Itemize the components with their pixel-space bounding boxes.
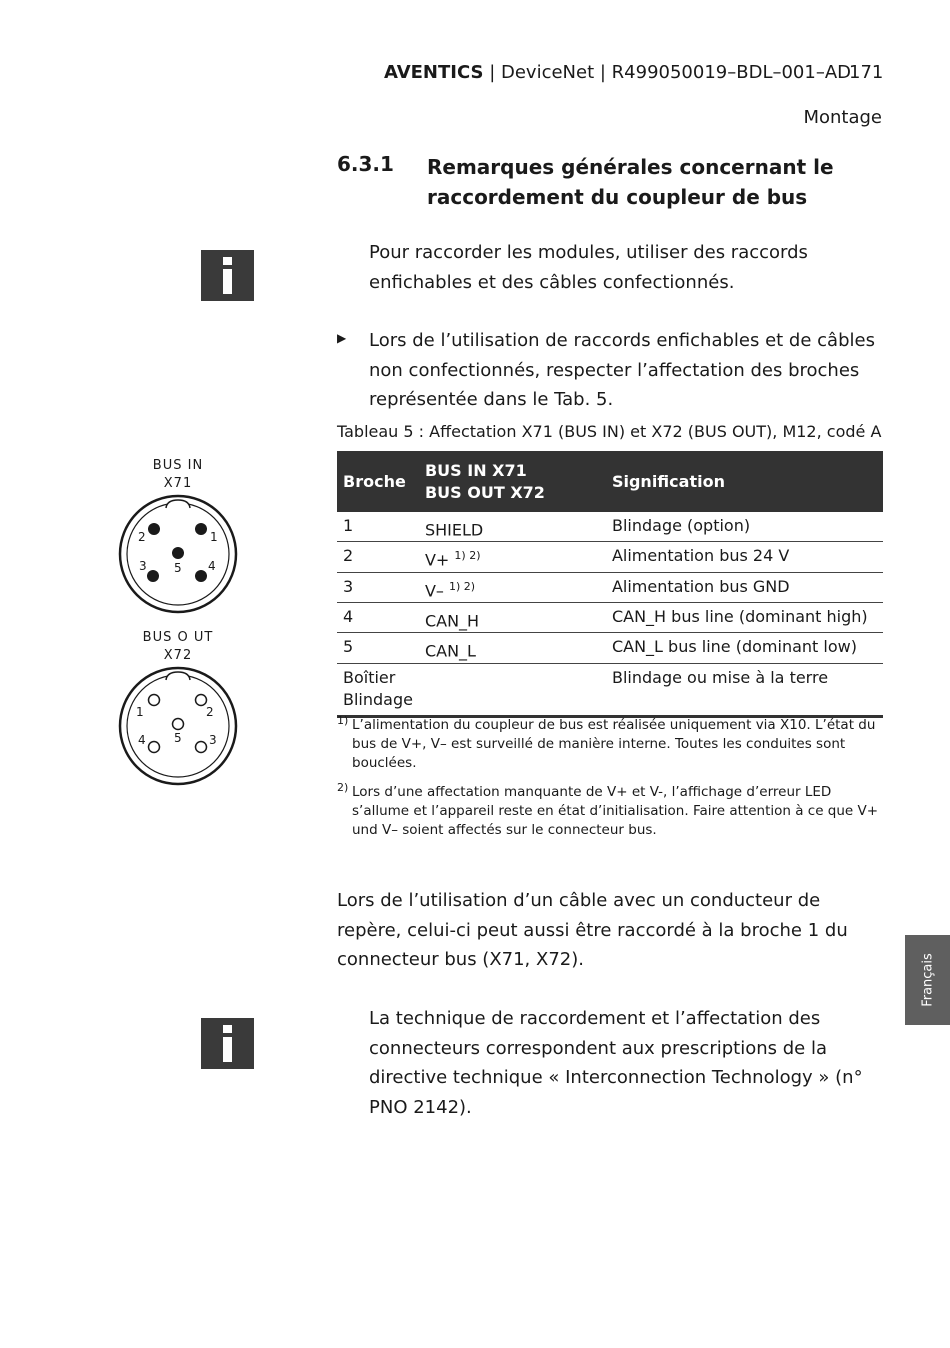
chapter-name: Montage [803, 107, 882, 128]
footnote-text: Lors d’une affectation manquante de V+ et V-, l’affichage d’erreur LED s’allume et l’appareil reste en état d’initialisation. Faire attention à ce que V+ und V– soient affectés sur le connecteur bus. [352, 784, 879, 838]
header-bus-out: BUS OUT X72 [424, 482, 545, 502]
cell-bus: CAN_L [419, 633, 606, 663]
pin-label: 2 [138, 530, 146, 544]
info-icon [201, 250, 254, 301]
header-broche: Broche [337, 451, 419, 512]
pin-label: 3 [209, 733, 217, 747]
language-tab[interactable] [905, 935, 950, 1025]
cell-broche: 2 [337, 542, 419, 572]
conductor-paragraph: Lors de l’utilisation d’un câble avec un conducteur de repère, celui-ci peut aussi être raccordé à la broche 1 du connecteur bus (X71, X72). [337, 890, 848, 970]
info-note: La technique de raccordement et l’affectation des connecteurs correspondent aux prescriptions de la directive technique « Interconnection Technology » (n° PNO 2142). [369, 1008, 863, 1118]
cell-signification: Blindage ou mise à la terre [606, 663, 883, 716]
pin-label: 3 [139, 559, 147, 573]
info-icon [201, 1018, 254, 1069]
table-header-row [337, 451, 883, 512]
info-note: Pour raccorder les modules, utiliser des raccords enfichables et des câbles confectionnés. [369, 242, 808, 293]
cell-broche: 3 [337, 572, 419, 602]
section-number: 6.3.1 [337, 152, 394, 176]
footnote-text: L’alimentation du coupleur de bus est réalisée uniquement via X10. L’état du bus de V+, V– est surveillé de manière interne. Toutes les conduites sont bouclées. [352, 717, 876, 771]
pin-label: 5 [174, 731, 182, 745]
footnote-mark: 2) [337, 781, 349, 794]
cell-bus: V+ $^{1) 2)}$ [419, 542, 606, 572]
pin-label: 4 [138, 733, 146, 747]
instruction-text: Lors de l’utilisation de raccords enfichables et de câbles non confectionnés, respecter l’affectation des broches représentée dans le Tab. 5. [369, 330, 875, 410]
table-row [337, 633, 883, 663]
pin-assignment-table [337, 451, 883, 718]
footnote-mark: 1) [337, 714, 349, 727]
table-row [337, 512, 883, 542]
language-tab-label: Français [920, 953, 935, 1007]
pin-label: 1 [136, 705, 144, 719]
table-row [337, 602, 883, 632]
table-caption: Tableau 5 : Affectation X71 (BUS IN) et X72 (BUS OUT), M12, codé A [337, 422, 882, 441]
cell-broche: 4 [337, 602, 419, 632]
header-signification: Signification [606, 451, 883, 512]
cell-broche: 1 [337, 512, 419, 542]
cell-signification: Blindage (option) [606, 512, 883, 542]
pin-label: 5 [174, 561, 182, 575]
connector-x71-diagram [118, 494, 238, 614]
cell-bus: V– $^{1) 2)}$ [419, 572, 606, 602]
table-row [337, 542, 883, 572]
footnote-ref: 1) 2) [449, 579, 476, 593]
cell-bus: SHIELD [419, 512, 606, 542]
cell-signification: CAN_L bus line (dominant low) [606, 633, 883, 663]
header-bus [419, 451, 606, 512]
footnote [337, 716, 882, 773]
section-title: Remarques générales concernant le raccordement du coupleur de bus [427, 155, 834, 209]
cell-broche: Boîtier Blindage [337, 663, 419, 716]
table-row [337, 572, 883, 602]
cell-broche: 5 [337, 633, 419, 663]
pin-label: 2 [206, 705, 214, 719]
page-number: 171 [849, 62, 884, 83]
table-row [337, 663, 883, 716]
cell-signification: Alimentation bus 24 V [606, 542, 883, 572]
pin-label: 1 [210, 530, 218, 544]
cell-signification: Alimentation bus GND [606, 572, 883, 602]
connector-label-bus-out: BUS O UT X72 [142, 630, 214, 663]
pin-label: 4 [208, 559, 216, 573]
document-header [384, 62, 851, 83]
footnote [337, 783, 882, 840]
cell-bus [419, 663, 606, 716]
footnote-ref: 1) 2) [454, 549, 481, 563]
cell-bus: CAN_H [419, 602, 606, 632]
header-bus-in: BUS IN X71 [424, 460, 527, 480]
document-reference: | DeviceNet | R499050019–BDL–001–AD [483, 62, 851, 83]
cell-signification: CAN_H bus line (dominant high) [606, 602, 883, 632]
connector-label-bus-in: BUS IN X71 [152, 458, 204, 491]
brand-name: AVENTICS [384, 62, 484, 83]
bullet-marker-icon: ▶ [337, 331, 347, 345]
connector-x72-diagram [118, 666, 238, 786]
